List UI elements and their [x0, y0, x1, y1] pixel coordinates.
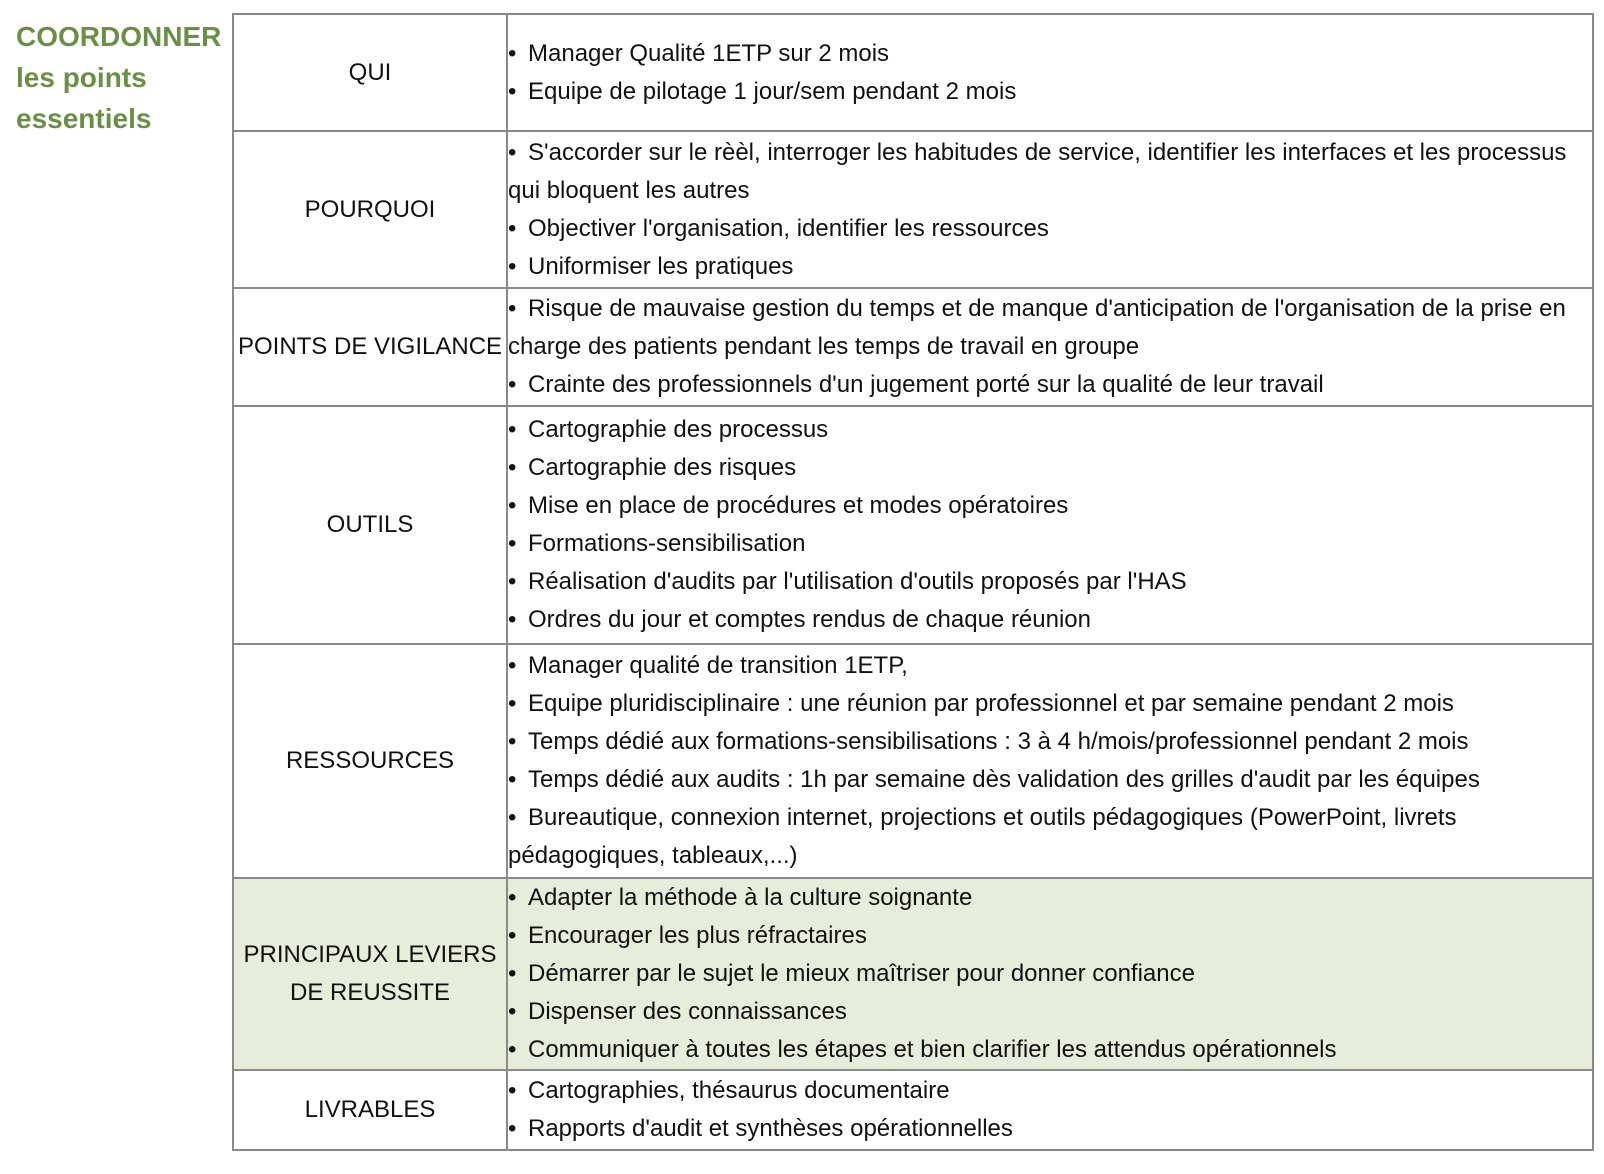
list-item: • Uniformiser les pratiques — [508, 248, 1592, 286]
section-title — [16, 16, 226, 139]
row-label: OUTILS — [233, 406, 507, 644]
bullet-icon: • — [508, 295, 517, 322]
list-item: • Dispenser des connaissances — [508, 993, 1592, 1031]
bullet-icon: • — [508, 998, 517, 1025]
row-content — [507, 878, 1593, 1070]
bullet-icon: • — [508, 922, 517, 949]
list-item: • Objectiver l'organisation, identifier les ressources — [508, 210, 1592, 248]
table-row-ressources — [233, 644, 1593, 878]
list-item: • Mise en place de procédures et modes opératoires — [508, 487, 1592, 525]
table-row-qui — [233, 14, 1593, 131]
bullet-icon: • — [508, 214, 517, 242]
row-label-line-2: DE REUSSITE — [289, 979, 451, 1006]
bullet-icon: • — [508, 1115, 517, 1142]
list-item: • Encourager les plus réfractaires — [508, 917, 1592, 955]
bullet-icon: • — [508, 960, 517, 987]
list-item: • Communiquer à toutes les étapes et bien clarifier les attendus opérationnels — [508, 1031, 1592, 1069]
list-item: • Cartographies, thésaurus documentaire — [508, 1072, 1592, 1110]
table-row-principaux-leviers — [233, 878, 1593, 1070]
row-label: POINTS DE VIGILANCE — [233, 288, 507, 406]
bullet-icon: • — [508, 884, 517, 911]
row-content — [507, 644, 1593, 878]
list-item: • Equipe de pilotage 1 jour/sem pendant 2 mois — [508, 73, 1592, 111]
table-row-livrables — [233, 1070, 1593, 1150]
list-item: • Cartographie des risques — [508, 449, 1592, 487]
list-item: • Temps dédié aux audits : 1h par semaine dès validation des grilles d'audit par les équipes — [508, 761, 1592, 799]
bullet-icon: • — [508, 416, 517, 443]
list-item: • Temps dédié aux formations-sensibilisations : 3 à 4 h/mois/professionnel pendant 2 mois — [508, 723, 1592, 761]
list-item: • Formations-sensibilisation — [508, 525, 1592, 563]
row-label-line-1: PRINCIPAUX LEVIERS — [243, 941, 497, 968]
list-item: • Equipe pluridisciplinaire : une réunion par professionnel et par semaine pendant 2 mois — [508, 685, 1592, 723]
row-label: QUI — [233, 14, 507, 131]
list-item: • Manager Qualité 1ETP sur 2 mois — [508, 35, 1592, 73]
bullet-icon: • — [508, 138, 517, 166]
bullet-icon: • — [508, 766, 517, 793]
bullet-icon: • — [508, 1036, 517, 1063]
section-title-line-1: COORDONNER — [16, 21, 222, 52]
list-item: • Manager qualité de transition 1ETP, — [508, 647, 1592, 685]
list-item: • Adapter la méthode à la culture soignante — [508, 879, 1592, 917]
bullet-icon: • — [508, 568, 517, 595]
bullet-icon: • — [508, 454, 517, 481]
list-item: • Crainte des professionnels d'un jugement porté sur la qualité de leur travail — [508, 366, 1592, 404]
bullet-icon: • — [508, 492, 517, 519]
list-item: • Démarrer par le sujet le mieux maîtriser pour donner confiance — [508, 955, 1592, 993]
bullet-icon: • — [508, 371, 517, 398]
bullet-icon: • — [508, 606, 517, 633]
row-content — [507, 14, 1593, 131]
list-item: • Cartographie des processus — [508, 411, 1592, 449]
bullet-icon: • — [508, 530, 517, 557]
section-title-line-3: essentiels — [16, 103, 152, 134]
row-content — [507, 406, 1593, 644]
table-row-points-de-vigilance — [233, 288, 1593, 406]
bullet-icon: • — [508, 690, 517, 717]
row-label: RESSOURCES — [233, 644, 507, 878]
bullet-icon: • — [508, 652, 517, 679]
list-item: • Ordres du jour et comptes rendus de chaque réunion — [508, 601, 1592, 639]
row-content — [507, 131, 1593, 288]
row-content — [507, 1070, 1593, 1150]
row-content — [507, 288, 1593, 406]
bullet-icon: • — [508, 252, 517, 280]
list-item: • S'accorder sur le rèèl, interroger les habitudes de service, identifier les interfaces et les processus qui bloquent les autres — [508, 134, 1592, 210]
bullet-icon: • — [508, 728, 517, 755]
table-row-outils — [233, 406, 1593, 644]
bullet-icon: • — [508, 39, 517, 67]
table-row-pourquoi — [233, 131, 1593, 288]
row-label: LIVRABLES — [233, 1070, 507, 1150]
coordination-table — [232, 13, 1594, 1151]
list-item: • Rapports d'audit et synthèses opérationnelles — [508, 1110, 1592, 1148]
bullet-icon: • — [508, 1077, 517, 1104]
bullet-icon: • — [508, 804, 517, 831]
list-item: • Réalisation d'audits par l'utilisation d'outils proposés par l'HAS — [508, 563, 1592, 601]
list-item: • Bureautique, connexion internet, projections et outils pédagogiques (PowerPoint, livrets pédagogiques, tableaux,...) — [508, 799, 1592, 875]
list-item: • Risque de mauvaise gestion du temps et de manque d'anticipation de l'organisation de la prise en charge des patients pendant les temps de travail en groupe — [508, 290, 1592, 366]
section-title-line-2: les points — [16, 62, 147, 93]
bullet-icon: • — [508, 77, 517, 105]
row-label — [233, 878, 507, 1070]
row-label: POURQUOI — [233, 131, 507, 288]
